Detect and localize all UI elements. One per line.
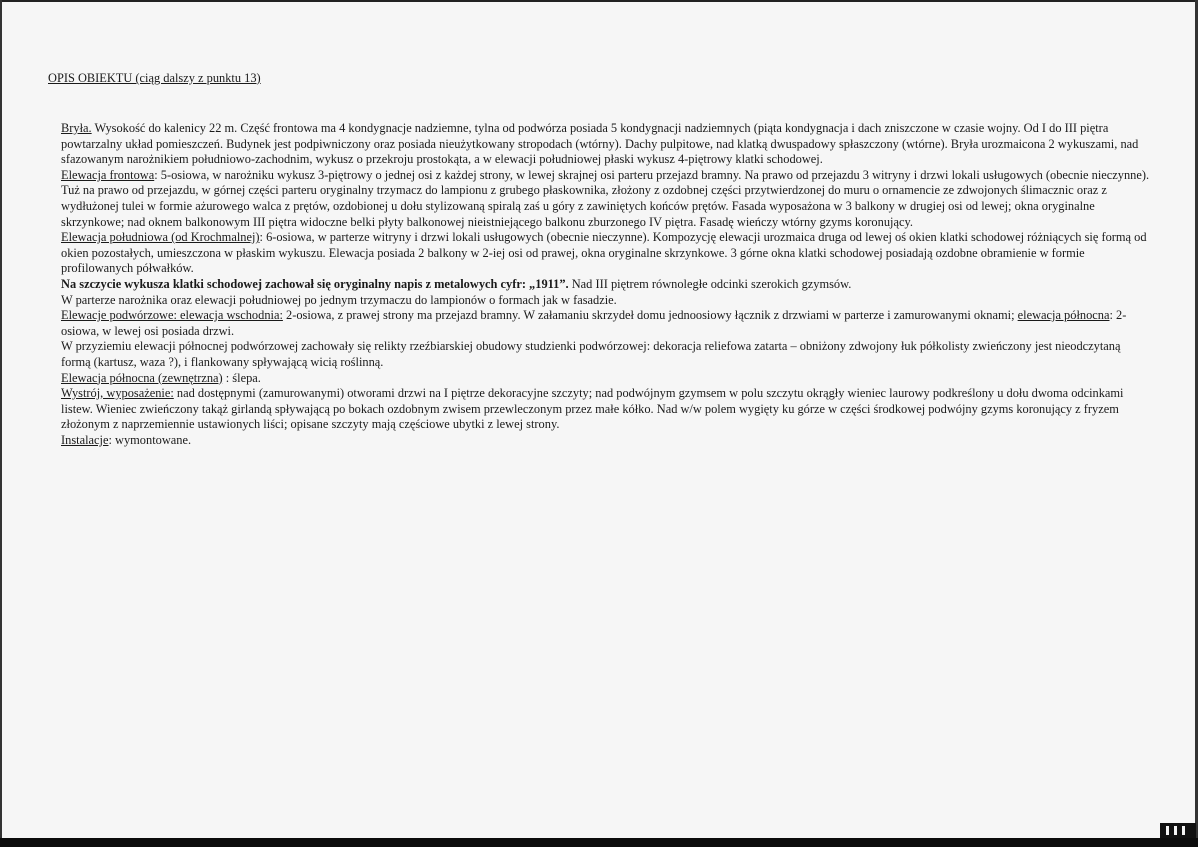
paragraph-wystroj xyxy=(61,386,1151,433)
paragraph-text: W parterze narożnika oraz elewacji południowej po jednym trzymaczu do lampionów o formach jak w fasadzie. xyxy=(61,292,617,307)
paragraph-parter-narożnika xyxy=(61,293,1151,309)
scan-border-left xyxy=(0,0,2,847)
paragraph-label: Instalacje xyxy=(61,432,109,447)
paragraph-elewacje-podworzowe xyxy=(61,308,1151,339)
paragraph-label: Elewacja frontowa xyxy=(61,167,155,182)
paragraph-napis-1911 xyxy=(61,277,1151,293)
paragraph-text: Wysokość do kalenicy 22 m. Część frontowa ma 4 kondygnacje nadziemne, tylna od podwórza posiada 5 kondygnacji nadziemnych (piąta kondygnacja i dach zniszczone w czasie wojny. Od I do III piętra powtarzalny układ pomieszczeń. Budynek jest podpiwniczony oraz posiada nieużytkowany stropodach (wtórny). Dachy pulpitowe, nad klatką dwuspadowy spłaszczony (wtórne). Bryła urozmaicona 2 wykuszami, nad sfazowanym narożnikiem południowo-zachodnim, wykusz o przekroju prostokąta, a w elewacji południowej płaski wykusz 4-piętrowy klatki schodowej. xyxy=(61,121,1139,167)
paragraph-bryla xyxy=(61,121,1151,168)
paragraph-przyziemie xyxy=(61,339,1151,370)
paragraph-text: nad dostępnymi (zamurowanymi) otworami drzwi na I piętrze dekoracyjne szczyty; nad podwójnym gzymsem w polu szczytu okrągły wieniec laurowy podkreślony u dołu dwoma odcinkami listew. Wieniec zwieńczony takąż girlandą spływającą po bokach ozdobnym zwisem przewleczonym przez małe kółko. Nad w/w polem wygięty ku górze w części środkowej podwójny gzyms koronujący z fryzem złożonym z naprzemiennie ustawionych liści; opisane szczyty mają częściowe ubytki z lewej strony. xyxy=(61,386,1124,432)
paragraph-elewacja-poludniowa xyxy=(61,230,1151,277)
paragraph-elewacja-polnocna xyxy=(61,371,1151,387)
paragraph-text: W przyziemiu elewacji północnej podwórzowej zachowały się relikty rzeźbiarskiej obudowy studzienki podwórzowej: dekoracja reliefowa zatarta – obniżony zdwojony łuk półkolisty zwieńczony jest nieodczytaną formą (kartusz, waza ?), i flankowany spływającą wicią roślinną. xyxy=(61,339,1121,369)
paragraph-label: Bryła. xyxy=(61,121,92,135)
section-header: OPIS OBIEKTU (ciąg dalszy z punktu 13) xyxy=(48,71,261,85)
paragraph-label: Elewacje podwórzowe: elewacja wschodnia: xyxy=(61,308,283,323)
description-body xyxy=(61,121,1151,448)
paragraph-text: 2-osiowa, z prawej strony ma przejazd bramny. W załamaniu skrzydeł domu jednoosiowy łącznik z drzwiami w parterze i zamurowanymi oknami; xyxy=(282,308,1018,323)
paragraph-instalacje xyxy=(61,433,1151,449)
scan-registration-mark xyxy=(1160,823,1196,838)
paragraph-elewacja-frontowa xyxy=(61,168,1151,230)
scan-border-bottom xyxy=(0,838,1198,847)
paragraph-text: : wymontowane. xyxy=(108,432,192,447)
paragraph-text: Nad III piętrem równoległe odcinki szerokich gzymsów. xyxy=(568,276,852,291)
paragraph-text: : ślepa. xyxy=(222,370,261,385)
paragraph-label: Elewacja południowa (od Krochmalnej) xyxy=(61,230,260,245)
paragraph-bold-text: Na szczycie wykusza klatki schodowej zachował się oryginalny napis z metalowych cyfr: „1911”. xyxy=(61,276,569,291)
paragraph-label-secondary: elewacja północna xyxy=(1017,308,1110,323)
paragraph-label: Wystrój, wyposażenie: xyxy=(61,386,174,401)
paragraph-text-secondary: : 2-osiowa, w lewej osi posiada drzwi. xyxy=(61,308,1127,338)
paragraph-label: Elewacja północna (zewnętrzna) xyxy=(61,370,223,385)
paragraph-text: : 5-osiowa, w narożniku wykusz 3-piętrowy o jednej osi z każdej strony, w lewej skrajnej osi parteru przejazd bramny. Na prawo od przejazdu 3 witryny i drzwi lokali usługowych (obecnie nieczynne). Tuż na prawo od przejazdu, w górnej części parteru oryginalny trzymacz do lampionu z grubego płaskownika, złożony z ozdobnej części przytwierdzonej do muru o ornamencie ze zdwojonych ślimacznic oraz z wydłużonej tulei w formie ażurowego walca z prętów, ozdobionej u dołu stylizowaną spiralą zaś u góry z zawiniętych końców prętów. Fasada wyposażona w 3 balkony w drugiej osi od lewej; okna oryginalne skrzynkowe; nad oknem balkonowym III piętra widoczne belki płyty balkonowej nieistniejącego balkonu zburzonego IV piętra. Fasadę wieńczy wtórny gzyms koronujący. xyxy=(61,167,1150,229)
scan-border-top xyxy=(0,0,1198,2)
paragraph-text: : 6-osiowa, w parterze witryny i drzwi lokali usługowych (obecnie nieczynne). Kompozycję elewacji urozmaica druga od lewej oś okien klatki schodowej różniących się formą od okien pozostałych, umieszczona w płaskim wykuszu. Elewacja posiada 2 balkony w 2-iej osi od prawej, okna oryginalne skrzynkowe. 3 górne okna klatki schodowej posiadają ozdobne obramienie w formie profilowanych półwałków. xyxy=(61,230,1147,276)
